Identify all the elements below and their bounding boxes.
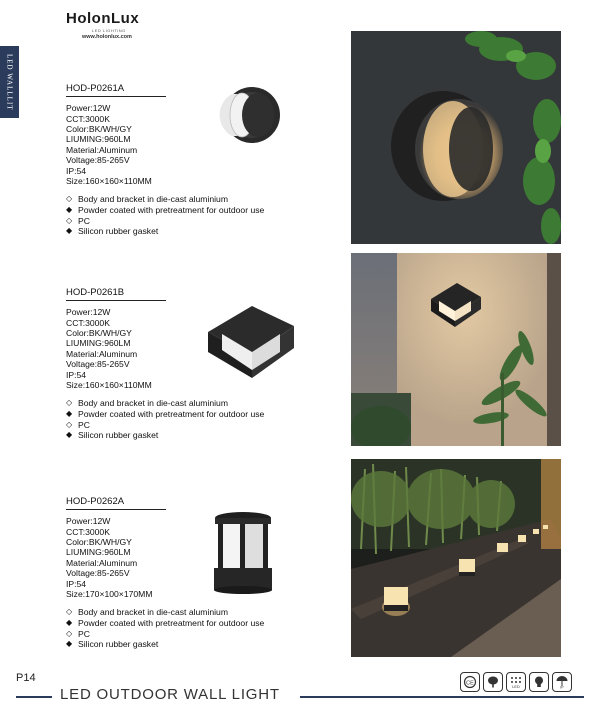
bullet-hollow-diamond: ◇ (66, 419, 73, 429)
feature-text: Body and bracket in die-cast aluminium (78, 398, 228, 409)
spec-power: Power:12W (66, 307, 111, 318)
bullet-hollow-diamond: ◇ (66, 607, 73, 617)
feature-list (66, 398, 264, 440)
feature-item (66, 226, 264, 237)
footer-rule-right (300, 696, 584, 698)
bullet-solid-diamond: ◆ (66, 639, 73, 649)
bulb-icon (529, 672, 549, 692)
installation-photo-square-light (351, 253, 561, 446)
bullet-solid-diamond: ◆ (66, 205, 73, 215)
spec-material: Material:Aluminum (66, 144, 138, 155)
spec-ip: IP:54 (66, 165, 87, 176)
svg-text:CE: CE (466, 680, 474, 687)
bullet-solid-diamond: ◆ (66, 618, 73, 628)
product-image-round-wall-light (212, 84, 284, 146)
feature-text: Silicon rubber gasket (78, 639, 159, 650)
section-side-tab (0, 46, 19, 118)
spec-color: Color:BK/WH/GY (66, 328, 132, 338)
bullet-hollow-diamond: ◇ (66, 215, 73, 225)
feature-item (66, 205, 264, 216)
feature-list (66, 607, 264, 649)
bullet-hollow-diamond: ◇ (66, 398, 73, 408)
rohs-tree-icon (483, 672, 503, 692)
feature-text: Powder coated with pretreatment for outdoor use (78, 409, 265, 420)
feature-item (66, 607, 264, 618)
side-tab-label: LED WALLLIT (5, 53, 14, 111)
feature-text: Body and bracket in die-cast aluminium (78, 194, 228, 205)
brand-name: HolonLux (66, 10, 140, 27)
product-model: HOD-P0261A (66, 83, 125, 94)
feature-text: PC (78, 215, 90, 226)
feature-item (66, 430, 264, 441)
model-underline (66, 96, 166, 97)
led-chip-icon (506, 672, 526, 692)
spec-voltage: Voltage:85-265V (66, 359, 130, 370)
spec-ip: IP:54 (66, 578, 87, 589)
installation-photo-pillar-lights (351, 459, 561, 657)
feature-item (66, 409, 264, 420)
spec-cct: CCT:3000K (66, 526, 110, 537)
bullet-hollow-diamond: ◇ (66, 628, 73, 638)
model-underline (66, 509, 166, 510)
spec-ip: IP:54 (66, 369, 87, 380)
feature-text: Powder coated with pretreatment for outdoor use (78, 205, 265, 216)
feature-text: Powder coated with pretreatment for outdoor use (78, 618, 265, 629)
spec-size: Size:170×100×170MM (66, 589, 153, 600)
spec-material: Material:Aluminum (66, 557, 138, 568)
feature-item (66, 398, 264, 409)
bullet-hollow-diamond: ◇ (66, 194, 73, 204)
bullet-solid-diamond: ◆ (66, 409, 73, 419)
spec-voltage: Voltage:85-265V (66, 155, 130, 166)
bullet-solid-diamond: ◆ (66, 226, 73, 236)
model-underline (66, 300, 166, 301)
feature-item (66, 618, 264, 629)
page-number: P14 (16, 672, 36, 684)
product-image-square-wall-light (200, 300, 300, 382)
feature-text: Silicon rubber gasket (78, 430, 159, 441)
spec-cct: CCT:3000K (66, 113, 110, 124)
brand-url: www.holonlux.com (82, 34, 132, 40)
spec-voltage: Voltage:85-265V (66, 568, 130, 579)
feature-item (66, 639, 264, 650)
feature-item (66, 629, 264, 640)
bullet-solid-diamond: ◆ (66, 430, 73, 440)
spec-power: Power:12W (66, 103, 111, 114)
feature-list (66, 194, 264, 236)
svg-text:LED: LED (512, 685, 520, 689)
svg-text:IP: IP (560, 685, 564, 689)
feature-item (66, 216, 264, 227)
feature-text: PC (78, 628, 90, 639)
feature-text: Silicon rubber gasket (78, 226, 159, 237)
certification-icons (460, 672, 572, 692)
ce-mark-icon (460, 672, 480, 692)
spec-power: Power:12W (66, 516, 111, 527)
spec-lumen: LIUMING:960LM (66, 134, 131, 145)
product-model: HOD-P0261B (66, 287, 125, 298)
product-image-pillar-light (210, 510, 276, 594)
brand-logo (66, 10, 176, 40)
spec-color: Color:BK/WH/GY (66, 537, 132, 547)
spec-cct: CCT:3000K (66, 317, 110, 328)
feature-item (66, 194, 264, 205)
feature-text: PC (78, 419, 90, 430)
feature-text: Body and bracket in die-cast aluminium (78, 607, 228, 618)
ip-rain-icon (552, 672, 572, 692)
spec-size: Size:160×160×110MM (66, 176, 152, 187)
spec-lumen: LIUMING:960LM (66, 338, 131, 349)
footer-section-title: LED OUTDOOR WALL LIGHT (56, 686, 284, 703)
spec-lumen: LIUMING:960LM (66, 547, 131, 558)
brand-tagline: LED LIGHTING (92, 28, 126, 33)
footer-rule-left (16, 696, 52, 698)
spec-color: Color:BK/WH/GY (66, 124, 132, 134)
product-model: HOD-P0262A (66, 496, 125, 507)
spec-material: Material:Aluminum (66, 348, 138, 359)
spec-size: Size:160×160×110MM (66, 380, 152, 391)
feature-item (66, 420, 264, 431)
installation-photo-round-light (351, 31, 561, 244)
